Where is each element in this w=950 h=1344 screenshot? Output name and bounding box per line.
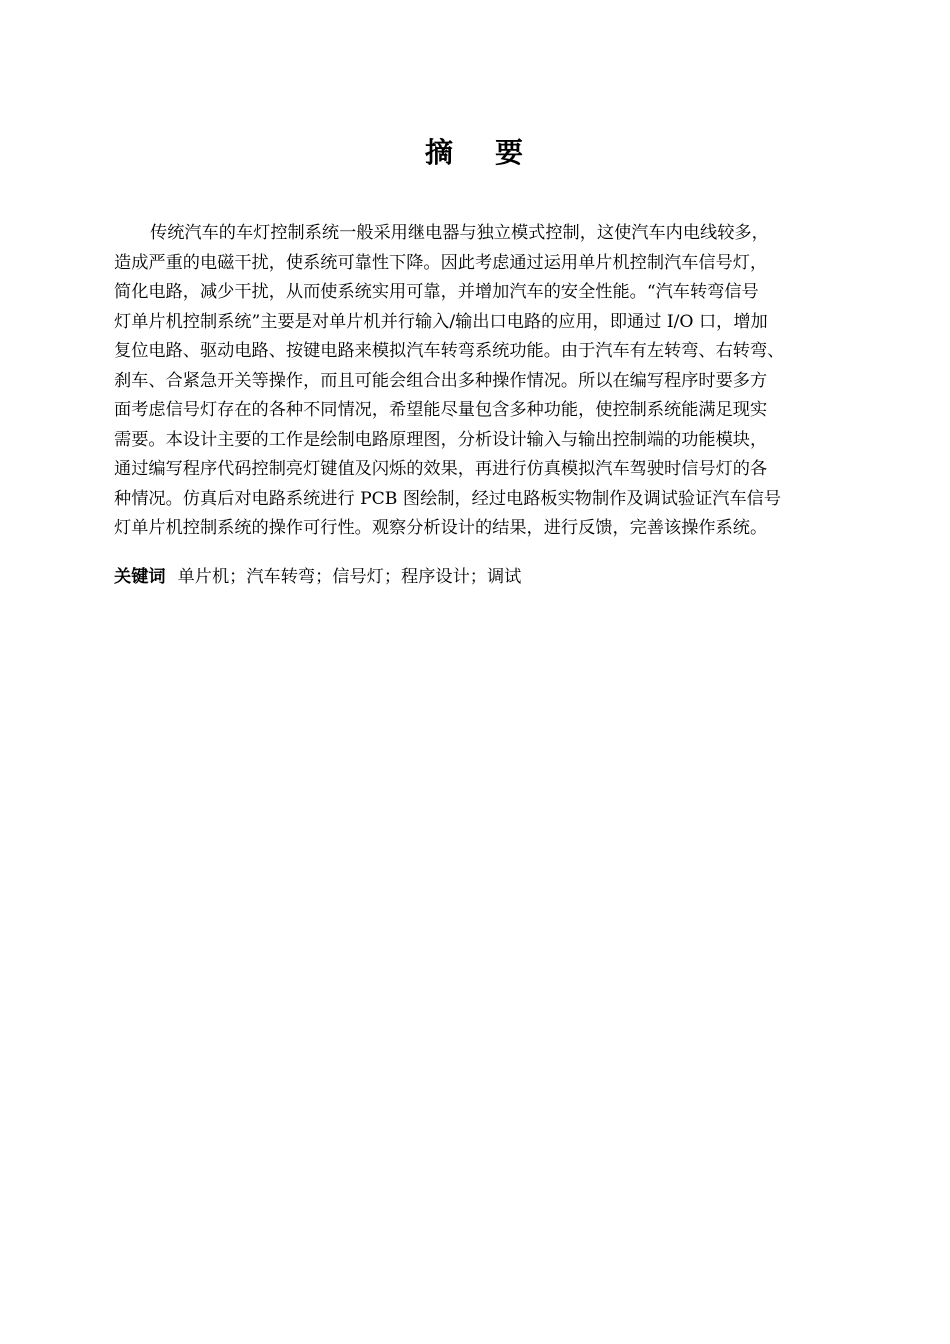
abstract-body	[114, 219, 866, 544]
abstract-line: 简化电路，减少干扰，从而使系统实用可靠，并增加汽车的安全性能。“汽车转弯信号	[114, 282, 759, 302]
abstract-line: 灯单片机控制系统的操作可行性。观察分析设计的结果，进行反馈，完善该操作系统。	[114, 518, 768, 538]
abstract-line: 造成严重的电磁干扰，使系统可靠性下降。因此考虑通过运用单片机控制汽车信号灯，	[114, 252, 768, 273]
abstract-line: 需要。本设计主要的工作是绘制电路原理图，分析设计输入与输出控制端的功能模块，	[114, 429, 768, 450]
abstract-line: 灯单片机控制系统”主要是对单片机并行输入/输出口电路的应用，即通过 I/O 口，增加	[114, 311, 768, 332]
abstract-line: 面考虑信号灯存在的各种不同情况，希望能尽量包含多种功能，使控制系统能满足现实	[114, 400, 768, 420]
abstract-line: 种情况。仿真后对电路系统进行 PCB 图绘制，经过电路板实物制作及调试验证汽车信号	[114, 488, 782, 509]
title-char-2: 要	[495, 136, 526, 169]
title-char-1: 摘	[424, 136, 455, 169]
keywords-label: 关键词	[114, 567, 166, 587]
abstract-line: 通过编写程序代码控制亮灯键值及闪烁的效果，再进行仿真模拟汽车驾驶时信号灯的各	[114, 459, 768, 479]
abstract-line: 刹车、合紧急开关等操作，而且可能会组合出多种操作情况。所以在编写程序时要多方	[114, 370, 768, 391]
keywords-row	[114, 563, 866, 593]
abstract-line: 传统汽车的车灯控制系统一般采用继电器与独立模式控制，这使汽车内电线较多，	[150, 223, 769, 243]
keywords-text: 单片机；汽车转弯；信号灯；程序设计；调试	[177, 567, 522, 587]
abstract-line: 复位电路、驱动电路、按键电路来模拟汽车转弯系统功能。由于汽车有左转弯、右转弯、	[114, 341, 785, 361]
page-title	[0, 133, 950, 173]
